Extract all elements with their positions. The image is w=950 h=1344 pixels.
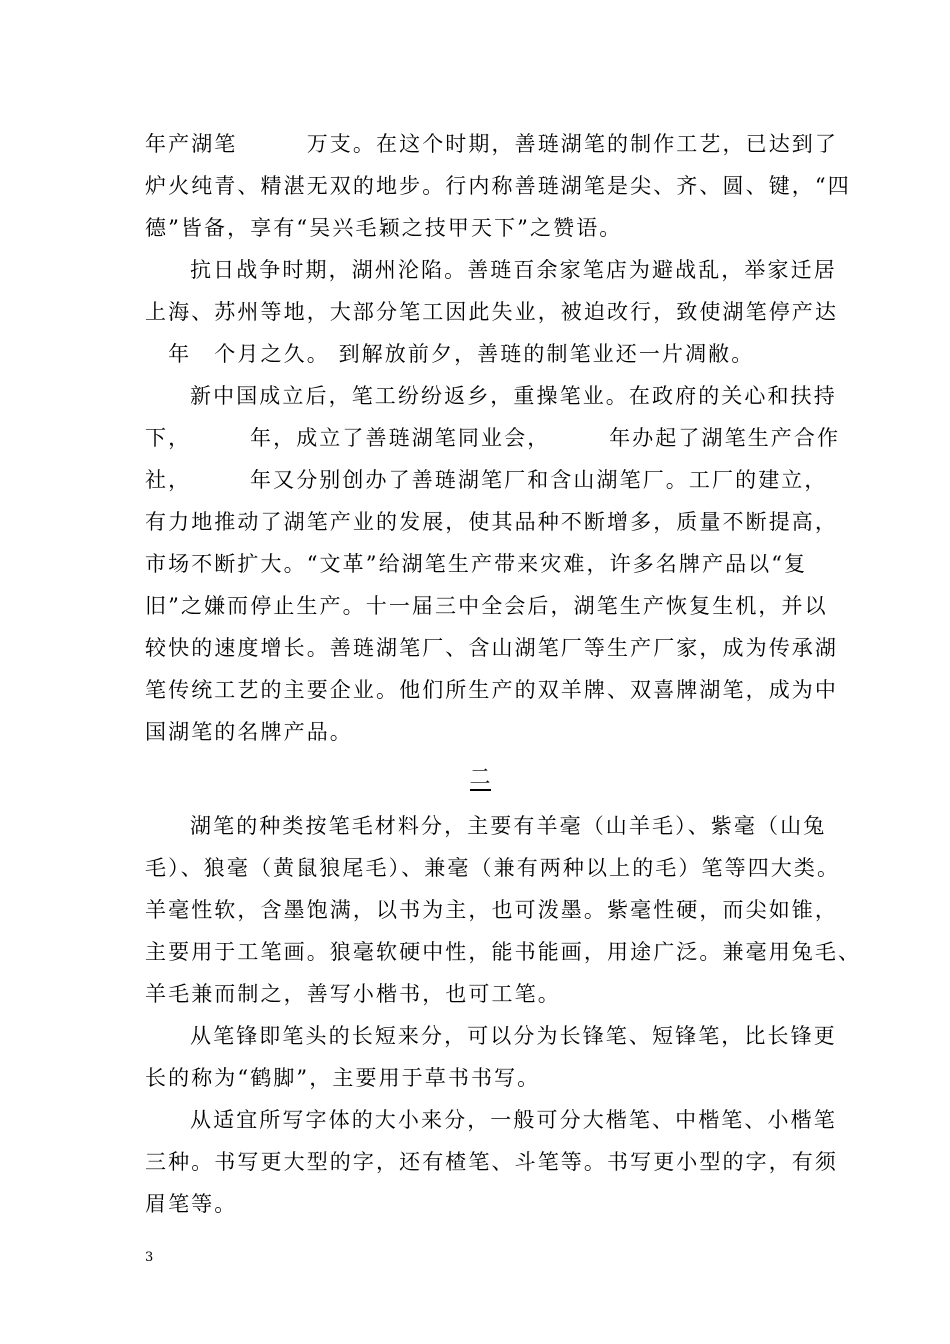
paragraph-3-line-1: 新中国成立后，笔工纷纷返乡，重操笔业。在政府的关心和扶持 (190, 384, 837, 408)
page-number: 3 (145, 1250, 154, 1265)
paragraph-3-line-9: 国湖笔的名牌产品。 (145, 720, 353, 744)
section-heading (465, 763, 495, 791)
paragraph-4-line-5: 羊毛兼而制之，善写小楷书，也可工笔。 (145, 982, 561, 1006)
paragraph-5-line-2: 长的称为“鹤脚”，主要用于草书书写。 (145, 1066, 541, 1090)
paragraph-1-line-1: 年产湖笔 万支。在这个时期，善琏湖笔的制作工艺，已达到了 (145, 132, 838, 156)
paragraph-5-line-1: 从笔锋即笔头的长短来分，可以分为长锋笔、短锋笔，比长锋更 (190, 1024, 837, 1048)
paragraph-2-line-1: 抗日战争时期，湖州沦陷。善琏百余家笔店为避战乱，举家迁居 (190, 258, 837, 282)
paragraph-2-line-2: 上海、苏州等地，大部分笔工因此失业，被迫改行，致使湖笔停产达 (145, 300, 838, 324)
paragraph-3-line-2: 下， 年，成立了善琏湖笔同业会， 年办起了湖笔生产合作 (145, 426, 841, 450)
paragraph-4-line-3: 羊毫性软，含墨饱满，以书为主，也可泼墨。紫毫性硬，而尖如锥， (145, 898, 838, 922)
paragraph-4-line-1: 湖笔的种类按笔毛材料分，主要有羊毫（山羊毛）、紫毫（山兔 (190, 814, 827, 838)
paragraph-6-line-2: 三种。书写更大型的字，还有楂笔、斗笔等。书写更小型的字，有须 (145, 1150, 838, 1174)
paragraph-6-line-1: 从适宜所写字体的大小来分，一般可分大楷笔、中楷笔、小楷笔 (190, 1108, 837, 1132)
paragraph-3-line-8: 笔传统工艺的主要企业。他们所生产的双羊牌、双喜牌湖笔，成为中 (145, 678, 838, 702)
paragraph-1-line-3: 德”皆备，享有“吴兴毛颖之技甲天下”之赞语。 (145, 216, 623, 240)
paragraph-4-line-4: 主要用于工笔画。狼毫软硬中性，能书能画，用途广泛。兼毫用兔毛、 (145, 940, 862, 964)
paragraph-6-line-3: 眉笔等。 (145, 1192, 238, 1216)
paragraph-4-line-2: 毛）、狼毫（黄鼠狼尾毛）、兼毫（兼有两种以上的毛）笔等四大类。 (145, 856, 841, 880)
paragraph-3-line-4: 有力地推动了湖笔产业的发展，使其品种不断增多，质量不断提高， (145, 510, 838, 534)
paragraph-2-line-3: 年 个月之久。 到解放前夕，善琏的制笔业还一片凋敝。 (145, 342, 755, 366)
paragraph-3-line-5: 市场不断扩大。“文革”给湖笔生产带来灾难，许多名牌产品以“复 (145, 552, 808, 576)
paragraph-3-line-7: 较快的速度增长。善琏湖笔厂、含山湖笔厂等生产厂家，成为传承湖 (145, 636, 838, 660)
paragraph-3-line-6: 旧”之嫌而停止生产。十一届三中全会后，湖笔生产恢复生机，并以 (145, 594, 828, 618)
paragraph-3-line-3: 社， 年又分别创办了善琏湖笔厂和含山湖笔厂。工厂的建立， (145, 468, 828, 492)
section-heading-text: 二 (469, 765, 491, 789)
paragraph-1-line-2: 炉火纯青、精湛无双的地步。行内称善琏湖笔是尖、齐、圆、键，“四 (145, 174, 851, 198)
